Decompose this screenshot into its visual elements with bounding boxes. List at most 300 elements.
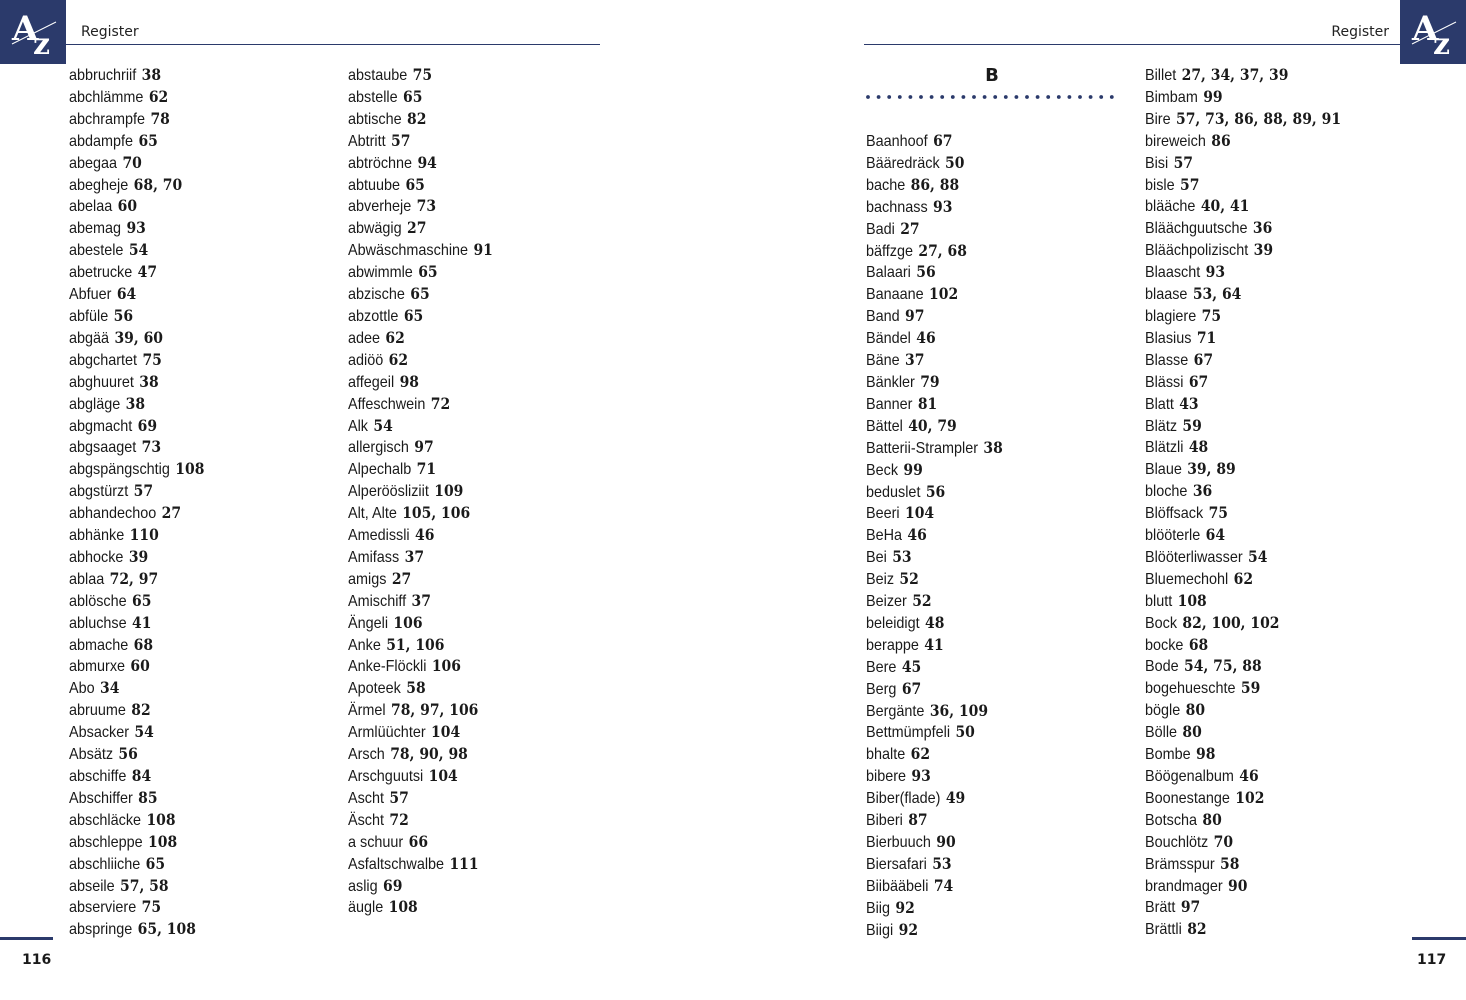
az-logo-icon: [0, 0, 66, 64]
entry-pages: 37: [411, 590, 431, 610]
entry-pages: 39: [1253, 240, 1274, 260]
entry-word: Affeschwein: [348, 395, 426, 413]
entry-word: Bierbuuch: [866, 834, 931, 851]
index-entry: [1145, 393, 1341, 415]
index-entry: [1145, 415, 1341, 437]
entry-pages: 67: [1188, 371, 1209, 391]
index-entry: [69, 436, 204, 458]
entry-word: Blasse: [1145, 351, 1189, 369]
entry-word: adee: [348, 329, 381, 347]
entry-pages: 90: [1228, 875, 1248, 895]
entry-pages: 27, 68: [918, 240, 967, 260]
footer-bar: [1412, 937, 1466, 940]
entry-pages: 57: [133, 481, 154, 501]
entry-pages: 56: [118, 744, 138, 764]
index-entry: [348, 765, 493, 787]
index-entry: [1145, 655, 1341, 677]
entry-pages: 51, 106: [386, 634, 445, 654]
entry-word: Apoteek: [348, 680, 401, 698]
entry-word: Beeri: [866, 505, 900, 523]
entry-pages: 56: [113, 305, 134, 325]
entry-pages: 39: [128, 546, 149, 566]
entry-pages: 38: [125, 393, 146, 413]
entry-pages: 54: [128, 240, 149, 260]
entry-pages: 111: [449, 853, 479, 873]
entry-word: Bölle: [1145, 724, 1178, 742]
index-entry: [69, 721, 204, 743]
entry-pages: 53, 64: [1192, 284, 1242, 304]
entry-word: Beizer: [866, 593, 907, 611]
index-entry: [348, 327, 493, 349]
index-entry: [866, 240, 1003, 262]
index-entry: [69, 305, 204, 327]
entry-word: Boonestange: [1145, 789, 1230, 807]
index-entry: [866, 743, 1003, 765]
index-entry: [69, 283, 204, 305]
entry-pages: 82: [1187, 919, 1207, 939]
entry-pages: 97: [414, 437, 434, 457]
entry-word: abschleppe: [69, 833, 143, 851]
entry-pages: 57: [1180, 174, 1200, 194]
entry-pages: 69: [137, 415, 158, 435]
index-entry: [866, 897, 1003, 919]
divider-dot: [983, 95, 987, 99]
entry-pages: 91: [473, 240, 493, 260]
index-entry: [69, 590, 204, 612]
entry-word: Banner: [866, 395, 913, 413]
index-entry: [348, 809, 493, 831]
index-entry: [1145, 568, 1341, 590]
entry-pages: 56: [925, 481, 946, 501]
entry-word: Biigi: [866, 921, 894, 939]
divider-dot: [930, 95, 934, 99]
index-entry: [348, 590, 493, 612]
index-entry: [69, 568, 204, 590]
index-entry: [866, 568, 1003, 590]
index-entry: [348, 699, 493, 721]
index-entry: [348, 195, 493, 217]
entry-pages: 104: [905, 503, 935, 523]
entry-word: abchrampfe: [69, 110, 146, 128]
entry-pages: 108: [148, 831, 178, 851]
entry-word: Blöffsack: [1145, 505, 1204, 523]
index-entry: [348, 64, 493, 86]
entry-word: Arschguutsi: [348, 768, 424, 785]
entry-pages: 38: [141, 65, 162, 84]
index-entry: [69, 480, 204, 502]
entry-word: Beiz: [866, 571, 895, 589]
entry-word: bogehueschte: [1145, 680, 1236, 698]
entry-pages: 98: [1196, 744, 1216, 764]
entry-word: affegeil: [348, 373, 395, 391]
index-entry: [348, 721, 493, 743]
index-entry: [69, 699, 204, 721]
index-entry: [69, 371, 204, 393]
entry-pages: 57, 73, 86, 88, 89, 91: [1176, 108, 1342, 128]
entry-pages: 48: [925, 612, 945, 632]
entry-word: abegheje: [69, 176, 129, 194]
entry-pages: 75: [1201, 305, 1222, 325]
entry-word: brandmager: [1145, 877, 1223, 895]
entry-word: bache: [866, 176, 906, 194]
divider-dot: [1089, 95, 1093, 99]
entry-word: abhandechoo: [69, 505, 157, 523]
entry-word: Bode: [1145, 658, 1179, 676]
entry-pages: 108: [388, 897, 418, 917]
entry-word: Bänkler: [866, 373, 915, 391]
entry-pages: 41: [924, 634, 944, 654]
divider-dot: [919, 95, 923, 99]
entry-pages: 57, 58: [120, 875, 169, 895]
entry-pages: 93: [126, 218, 146, 238]
entry-word: Äscht: [348, 811, 385, 829]
index-entry: [866, 919, 1003, 941]
entry-word: abetrucke: [69, 264, 133, 282]
footer-bar: [0, 937, 53, 940]
index-entry: [1145, 590, 1341, 612]
entry-pages: 66: [408, 831, 429, 851]
index-entry: [1145, 743, 1341, 765]
entry-pages: 65: [403, 86, 423, 106]
index-entry: [348, 480, 493, 502]
entry-pages: 65: [410, 284, 430, 304]
page-number: 116: [22, 952, 52, 968]
index-entry: [69, 853, 204, 875]
index-entry: [348, 174, 493, 196]
entry-word: Biibääbeli: [866, 877, 929, 895]
entry-word: abhocke: [69, 548, 124, 566]
entry-pages: 48: [1188, 437, 1209, 457]
index-entry: [348, 393, 493, 415]
entry-word: bibere: [866, 768, 907, 786]
entry-word: Arsch: [348, 746, 385, 764]
entry-pages: 75: [412, 65, 433, 84]
index-entry: [866, 371, 1003, 393]
entry-word: Bläächpolizischt: [1145, 242, 1249, 260]
index-entry: [69, 261, 204, 283]
index-entry: [69, 64, 204, 86]
divider-dot: [1110, 95, 1114, 99]
index-entry: [866, 327, 1003, 349]
index-entry: [866, 130, 1003, 152]
entry-word: abgstürzt: [69, 483, 129, 501]
right-page: [733, 0, 1466, 1000]
entry-word: Anke-Flöckli: [348, 658, 427, 676]
index-entry: [69, 831, 204, 853]
running-header: Register: [81, 24, 139, 40]
entry-word: abmurxe: [69, 658, 126, 676]
index-entry: [69, 239, 204, 261]
entry-pages: 50: [955, 722, 975, 742]
az-logo-icon: [1400, 0, 1466, 64]
entry-pages: 37: [404, 546, 425, 566]
entry-pages: 46: [907, 525, 927, 545]
entry-pages: 72: [389, 809, 409, 829]
index-entry: [69, 349, 204, 371]
index-entry: [348, 371, 493, 393]
entry-pages: 54: [134, 722, 154, 742]
entry-word: Berg: [866, 680, 897, 698]
index-entry: [866, 765, 1003, 787]
entry-pages: 65: [132, 590, 152, 610]
entry-word: bögle: [1145, 702, 1181, 720]
entry-word: Brämsspur: [1145, 855, 1215, 873]
entry-pages: 54: [373, 415, 393, 435]
index-entry: [866, 415, 1003, 437]
entry-pages: 38: [983, 437, 1003, 457]
entry-word: beleidigt: [866, 614, 920, 632]
divider-dot: [993, 95, 997, 99]
index-entry: [69, 108, 204, 130]
entry-pages: 46: [916, 328, 936, 348]
entry-pages: 46: [1239, 766, 1259, 785]
index-entry: [348, 261, 493, 283]
divider-dot: [1099, 95, 1103, 99]
divider-dot: [887, 95, 891, 99]
entry-word: Absacker: [69, 724, 130, 742]
entry-word: Blaue: [1145, 461, 1182, 479]
entry-pages: 104: [431, 722, 461, 742]
entry-word: ablaa: [69, 570, 105, 588]
index-entry: [866, 393, 1003, 415]
entry-pages: 99: [903, 459, 923, 479]
entry-word: abwimmle: [348, 264, 413, 282]
index-entry: [1145, 217, 1341, 239]
entry-pages: 102: [929, 284, 959, 304]
entry-word: abserviere: [69, 899, 137, 917]
index-entry: [348, 130, 493, 152]
index-entry: [69, 546, 204, 568]
index-entry: [1145, 436, 1341, 458]
entry-word: Amifass: [348, 548, 400, 566]
entry-word: Blööterliwasser: [1145, 548, 1243, 566]
index-entry: [69, 195, 204, 217]
entry-word: abfüle: [69, 307, 109, 325]
entry-word: Bääredräck: [866, 154, 940, 172]
entry-pages: 92: [895, 897, 915, 917]
entry-pages: 78, 90, 98: [390, 744, 468, 764]
entry-word: allergisch: [348, 439, 409, 457]
divider-dot: [972, 95, 976, 99]
entry-word: blutt: [1145, 592, 1173, 610]
index-entry: [348, 546, 493, 568]
index-entry: [348, 853, 493, 875]
divider-dot: [1036, 95, 1040, 99]
index-entry: [348, 349, 493, 371]
index-entry: [348, 568, 493, 590]
entry-pages: 39, 60: [114, 327, 163, 347]
entry-pages: 58: [406, 678, 426, 698]
entry-pages: 36: [1252, 218, 1273, 238]
entry-pages: 71: [1196, 327, 1217, 347]
entry-word: Biber(flade): [866, 790, 941, 808]
page-number: 117: [1417, 952, 1447, 968]
entry-word: abgläge: [69, 395, 121, 413]
entry-pages: 68: [133, 634, 154, 654]
section-letter: B: [985, 65, 999, 86]
entry-word: Abo: [69, 680, 95, 698]
index-entry: [1145, 546, 1341, 568]
entry-word: Ängeli: [348, 614, 389, 632]
entry-pages: 106: [431, 656, 461, 676]
entry-pages: 59: [1182, 415, 1202, 435]
entry-pages: 97: [905, 306, 925, 326]
entry-word: Bläächguutsche: [1145, 220, 1248, 238]
entry-pages: 82: [407, 108, 427, 128]
entry-pages: 34: [100, 678, 120, 698]
entry-pages: 102: [1235, 787, 1265, 807]
svg-text:A: A: [1412, 9, 1439, 49]
index-entry: [1145, 809, 1341, 831]
entry-pages: 40, 41: [1200, 196, 1250, 216]
entry-word: Böögenalbum: [1145, 768, 1234, 785]
entry-word: abestele: [69, 242, 124, 260]
entry-pages: 46: [415, 525, 435, 545]
entry-word: Baanhoof: [866, 133, 928, 150]
entry-pages: 40, 79: [908, 415, 957, 435]
index-entry: [69, 458, 204, 480]
entry-pages: 98: [399, 371, 420, 391]
entry-pages: 65: [145, 853, 166, 873]
svg-text:A: A: [12, 9, 39, 49]
entry-word: bisle: [1145, 176, 1175, 194]
entry-pages: 108: [175, 459, 205, 479]
entry-pages: 72, 97: [109, 568, 159, 588]
index-entry: [1145, 875, 1341, 897]
entry-pages: 27, 34, 37, 39: [1181, 65, 1289, 84]
entry-pages: 81: [917, 393, 938, 413]
index-entry: [866, 437, 1003, 459]
index-entry: [69, 918, 204, 940]
index-entry: [1145, 283, 1341, 305]
entry-word: Bombe: [1145, 746, 1191, 764]
entry-pages: 53: [892, 547, 912, 567]
entry-pages: 50: [945, 152, 965, 172]
entry-pages: 64: [1205, 525, 1226, 545]
divider-dot: [898, 95, 902, 99]
index-entry: [1145, 108, 1341, 130]
entry-word: abelaa: [69, 198, 113, 216]
entry-word: Biersafari: [866, 855, 927, 873]
az-logo-graphic: [0, 0, 66, 64]
entry-word: Abwäschmaschine: [348, 242, 469, 260]
index-entry: [69, 634, 204, 656]
index-entry: [866, 678, 1003, 700]
entry-word: Beck: [866, 461, 899, 479]
index-entry: [348, 86, 493, 108]
entry-pages: 80: [1182, 722, 1202, 742]
entry-pages: 73: [141, 437, 162, 457]
index-entry: [866, 502, 1003, 524]
entry-pages: 60: [130, 656, 150, 676]
index-entry: [69, 86, 204, 108]
entry-pages: 27: [161, 503, 182, 523]
index-entry: [1145, 721, 1341, 743]
index-entry: [348, 217, 493, 239]
index-entry: [1145, 130, 1341, 152]
entry-pages: 69: [383, 875, 403, 895]
entry-pages: 62: [910, 744, 931, 764]
entry-pages: 86: [1211, 130, 1231, 150]
entry-word: Blätz: [1145, 417, 1178, 435]
entry-word: Bimbam: [1145, 88, 1198, 106]
entry-pages: 65: [418, 262, 438, 282]
entry-word: Blatt: [1145, 395, 1174, 413]
index-entry: [69, 809, 204, 831]
index-entry: [1145, 918, 1341, 940]
index-entry: [866, 590, 1003, 612]
entry-word: Bäne: [866, 352, 900, 370]
entry-pages: 85: [138, 787, 158, 807]
entry-pages: 92: [898, 919, 919, 939]
svg-text:z: z: [33, 27, 51, 62]
index-entry: [348, 875, 493, 897]
entry-pages: 105, 106: [402, 503, 471, 523]
entry-word: abtröchne: [348, 154, 413, 172]
entry-pages: 97: [1180, 897, 1201, 917]
entry-word: Amischiff: [348, 592, 407, 610]
entry-word: BeHa: [866, 527, 903, 545]
entry-pages: 78, 97, 106: [391, 700, 479, 720]
entry-word: Abtritt: [348, 132, 386, 150]
index-entry: [348, 283, 493, 305]
entry-pages: 43: [1179, 393, 1199, 413]
index-entry: [69, 502, 204, 524]
entry-pages: 37: [905, 350, 925, 370]
divider-dot: [1025, 95, 1029, 99]
entry-pages: 65: [405, 174, 425, 194]
entry-pages: 78: [150, 108, 170, 128]
entry-word: adiöö: [348, 351, 384, 369]
divider-dot: [1057, 95, 1061, 99]
entry-word: abzottle: [348, 307, 399, 325]
entry-pages: 27: [900, 218, 920, 238]
index-entry: [348, 896, 493, 918]
entry-word: Alk: [348, 417, 369, 435]
entry-word: abschliiche: [69, 855, 141, 873]
entry-pages: 87: [908, 810, 928, 830]
entry-word: blaase: [1145, 286, 1188, 304]
entry-word: Abfuer: [69, 286, 112, 304]
index-entry: [866, 700, 1003, 722]
entry-word: bloche: [1145, 483, 1188, 501]
divider-dot: [962, 95, 966, 99]
entry-word: amigs: [348, 570, 387, 588]
entry-word: abschiffe: [69, 768, 127, 785]
divider-dot: [877, 95, 881, 99]
entry-word: blääche: [1145, 198, 1196, 216]
entry-pages: 90: [936, 832, 956, 851]
entry-word: abluchse: [69, 614, 127, 632]
entry-pages: 59: [1240, 678, 1261, 698]
index-entry: [69, 743, 204, 765]
index-entry: [69, 524, 204, 546]
header-rule: [66, 44, 600, 45]
index-column-1: [69, 64, 219, 940]
entry-word: Balaari: [866, 264, 911, 282]
entry-pages: 80: [1185, 700, 1206, 720]
index-entry: [866, 546, 1003, 568]
index-entry: [69, 677, 204, 699]
index-entry: [866, 174, 1003, 196]
entry-word: Bei: [866, 549, 887, 567]
entry-word: Bättel: [866, 417, 903, 435]
entry-pages: 86, 88: [910, 174, 960, 194]
index-entry: [866, 721, 1003, 743]
entry-pages: 52: [899, 569, 919, 589]
entry-pages: 57: [391, 130, 411, 150]
entry-word: abstaube: [348, 67, 408, 84]
